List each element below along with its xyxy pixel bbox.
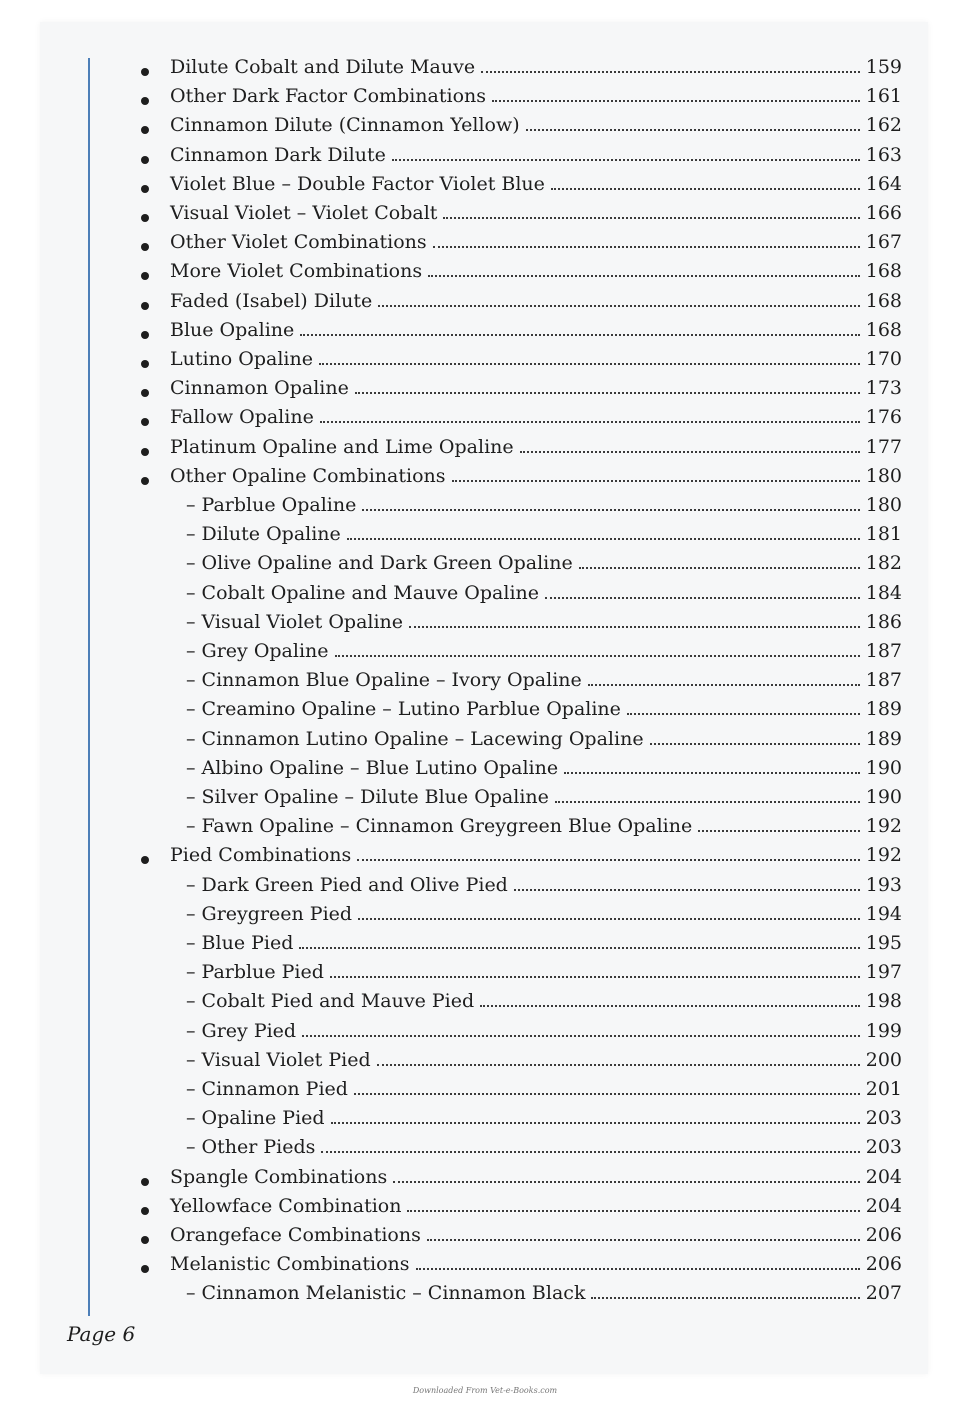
toc-entry-title: – Dilute Opaline bbox=[186, 523, 341, 546]
toc-entry bbox=[170, 1253, 902, 1281]
toc-entry bbox=[186, 523, 902, 551]
toc-entry-title: – Olive Opaline and Dark Green Opaline bbox=[186, 552, 573, 575]
toc-entry-title: Platinum Opaline and Lime Opaline bbox=[170, 435, 514, 458]
bullet-icon bbox=[141, 214, 149, 222]
toc-entry-page: 164 bbox=[865, 172, 902, 195]
toc-entry-page: 187 bbox=[865, 640, 902, 662]
dot-leader bbox=[588, 684, 860, 686]
bullet-icon bbox=[141, 156, 149, 164]
dot-leader bbox=[416, 1268, 861, 1270]
bullet-icon bbox=[141, 360, 149, 368]
toc-entry bbox=[186, 552, 902, 580]
toc-entry-page: 162 bbox=[865, 114, 902, 137]
toc-entry-page: 192 bbox=[865, 844, 902, 867]
page-number: Page 6 bbox=[67, 1322, 136, 1346]
toc-entry-page: 182 bbox=[865, 552, 902, 575]
toc-entry-page: 168 bbox=[865, 318, 902, 341]
dot-leader bbox=[579, 567, 860, 569]
toc-entry bbox=[186, 582, 902, 610]
toc-entry-title: Other Opaline Combinations bbox=[170, 464, 446, 487]
toc-entry-title: – Greygreen Pied bbox=[186, 902, 353, 925]
toc-entry-title: – Visual Violet Pied bbox=[186, 1048, 371, 1071]
dot-leader bbox=[330, 976, 860, 978]
dot-leader bbox=[320, 421, 860, 423]
toc-entry-title: – Creamino Opaline – Lutino Parblue Opaline bbox=[186, 698, 621, 721]
toc-entry bbox=[186, 815, 902, 843]
toc-entry bbox=[170, 114, 902, 142]
toc-entry-title: – Parblue Pied bbox=[186, 961, 324, 984]
bullet-icon bbox=[141, 302, 149, 310]
toc-entry-page: 203 bbox=[865, 1136, 902, 1159]
toc-entry-page: 168 bbox=[865, 289, 902, 312]
toc-entry-title: Blue Opaline bbox=[170, 318, 295, 341]
toc-entry-title: Visual Violet – Violet Cobalt bbox=[170, 202, 438, 224]
dot-leader bbox=[300, 334, 860, 336]
toc-entry bbox=[186, 786, 902, 814]
download-watermark: Downloaded From Vet-e-Books.com bbox=[412, 1386, 558, 1395]
toc-entry-page: 173 bbox=[865, 377, 902, 400]
toc-entry-page: 206 bbox=[865, 1224, 902, 1246]
dot-leader bbox=[443, 217, 860, 219]
toc-entry bbox=[170, 56, 902, 84]
bullet-icon bbox=[141, 68, 149, 76]
toc-entry bbox=[170, 465, 902, 493]
dot-leader bbox=[357, 859, 860, 861]
toc-entry bbox=[186, 669, 902, 697]
toc-entry-page: 163 bbox=[865, 143, 902, 166]
dot-leader bbox=[392, 159, 860, 161]
toc-entry-page: 181 bbox=[865, 523, 902, 546]
toc-entry bbox=[186, 494, 902, 522]
dot-leader bbox=[545, 597, 860, 599]
toc-entry-page: 189 bbox=[865, 727, 902, 750]
dot-leader bbox=[564, 772, 860, 774]
toc-entry bbox=[170, 144, 902, 172]
dot-leader bbox=[335, 655, 860, 657]
toc-entry-title: – Grey Opaline bbox=[186, 640, 329, 662]
dot-leader bbox=[555, 801, 860, 803]
toc-entry-page: 189 bbox=[865, 698, 902, 721]
toc-entry-title: – Visual Violet Opaline bbox=[186, 610, 404, 633]
toc-entry-page: 198 bbox=[865, 990, 902, 1013]
dot-leader bbox=[377, 1064, 860, 1066]
dot-leader bbox=[452, 480, 861, 482]
toc-entry bbox=[170, 436, 902, 464]
dot-leader bbox=[526, 129, 860, 131]
bullet-icon bbox=[141, 185, 149, 193]
toc-entry bbox=[186, 932, 902, 960]
dot-leader bbox=[428, 275, 860, 277]
dot-leader bbox=[514, 889, 860, 891]
toc-entry-title: – Blue Pied bbox=[186, 932, 294, 954]
dot-leader bbox=[650, 743, 860, 745]
toc-entry-title: More Violet Combinations bbox=[170, 260, 423, 283]
dot-leader bbox=[409, 626, 860, 628]
toc-entry-page: 167 bbox=[865, 231, 902, 254]
toc-entry-page: 206 bbox=[865, 1253, 902, 1276]
toc-entry-title: – Cinnamon Lutino Opaline – Lacewing Opaline bbox=[186, 727, 644, 750]
toc-entry bbox=[186, 1136, 902, 1164]
toc-entry bbox=[186, 903, 902, 931]
bullet-icon bbox=[141, 1236, 149, 1244]
dot-leader bbox=[591, 1297, 860, 1299]
toc-entry-page: 161 bbox=[865, 85, 902, 108]
toc-entry-title: Lutino Opaline bbox=[170, 348, 313, 370]
toc-entry-page: 184 bbox=[865, 581, 902, 604]
bullet-icon bbox=[141, 331, 149, 339]
toc-entry-title: Violet Blue – Double Factor Violet Blue bbox=[170, 172, 545, 195]
toc-entry-page: 195 bbox=[865, 932, 902, 954]
toc-entry-title: Other Dark Factor Combinations bbox=[170, 85, 487, 108]
dot-leader bbox=[347, 538, 860, 540]
toc-entry-title: – Albino Opaline – Blue Lutino Opaline bbox=[186, 756, 559, 779]
toc-entry-title: – Dark Green Pied and Olive Pied bbox=[186, 873, 508, 896]
toc-entry bbox=[186, 640, 902, 668]
toc-entry bbox=[170, 1195, 902, 1223]
dot-leader bbox=[355, 392, 860, 394]
dot-leader bbox=[480, 1005, 860, 1007]
toc-entry bbox=[170, 290, 902, 318]
toc-entry-title: Melanistic Combinations bbox=[170, 1253, 410, 1276]
toc-entry-title: Yellowface Combination bbox=[170, 1194, 402, 1217]
bullet-icon bbox=[141, 1207, 149, 1215]
toc-entry bbox=[170, 377, 902, 405]
dot-leader bbox=[362, 509, 860, 511]
toc-entry-page: 201 bbox=[865, 1078, 902, 1100]
dot-leader bbox=[302, 1035, 860, 1037]
toc-entry-page: 190 bbox=[865, 756, 902, 779]
toc-entry bbox=[170, 319, 902, 347]
toc-entry bbox=[170, 260, 902, 288]
dot-leader bbox=[407, 1210, 860, 1212]
toc-entry bbox=[186, 1020, 902, 1048]
toc-entry bbox=[170, 406, 902, 434]
toc-entry-title: Dilute Cobalt and Dilute Mauve bbox=[170, 56, 476, 78]
dot-leader bbox=[433, 246, 860, 248]
toc-entry-page: 197 bbox=[865, 961, 902, 984]
toc-entry-title: – Opaline Pied bbox=[186, 1107, 325, 1130]
toc-entry-title: Cinnamon Dilute (Cinnamon Yellow) bbox=[170, 114, 520, 137]
toc-entry-page: 199 bbox=[865, 1019, 902, 1042]
toc-entry bbox=[186, 1107, 902, 1135]
toc-entry bbox=[170, 348, 902, 376]
toc-entry bbox=[186, 1078, 902, 1106]
toc-entry-title: – Other Pieds bbox=[186, 1136, 316, 1159]
dot-leader bbox=[321, 1151, 860, 1153]
toc-entry bbox=[186, 728, 902, 756]
toc-entry-page: 190 bbox=[865, 786, 902, 808]
toc-entry bbox=[170, 85, 902, 113]
toc-entry-page: 159 bbox=[865, 56, 902, 78]
toc-entry-page: 180 bbox=[865, 464, 902, 487]
toc-entry-page: 200 bbox=[865, 1048, 902, 1071]
toc-entry bbox=[170, 1166, 902, 1194]
toc-entry bbox=[170, 202, 902, 230]
toc-entry bbox=[170, 1224, 902, 1252]
toc-entry-page: 192 bbox=[865, 815, 902, 838]
toc-entry bbox=[186, 611, 902, 639]
dot-leader bbox=[481, 71, 860, 73]
toc-entry-page: 187 bbox=[865, 669, 902, 692]
toc-entry-page: 207 bbox=[865, 1282, 902, 1305]
dot-leader bbox=[551, 188, 860, 190]
toc-entry bbox=[170, 844, 902, 872]
toc-entry-title: Other Violet Combinations bbox=[170, 231, 427, 254]
toc-entry-page: 168 bbox=[865, 260, 902, 283]
toc-entry-title: Pied Combinations bbox=[170, 844, 352, 867]
dot-leader bbox=[627, 713, 860, 715]
toc-entry-title: Cinnamon Dark Dilute bbox=[170, 143, 386, 166]
toc-entry-page: 204 bbox=[865, 1165, 902, 1188]
toc-entry-title: – Cinnamon Pied bbox=[186, 1078, 348, 1100]
toc-entry-page: 203 bbox=[865, 1107, 902, 1130]
toc-entry-title: Faded (Isabel) Dilute bbox=[170, 289, 373, 312]
toc-entry-title: – Fawn Opaline – Cinnamon Greygreen Blue Opaline bbox=[186, 815, 693, 838]
toc-entry-title: – Grey Pied bbox=[186, 1019, 297, 1042]
toc-entry-page: 170 bbox=[865, 348, 902, 370]
toc-entry bbox=[186, 961, 902, 989]
toc-entry-page: 166 bbox=[865, 202, 902, 224]
toc-entry bbox=[170, 231, 902, 259]
toc-entry-title: Spangle Combinations bbox=[170, 1165, 388, 1188]
dot-leader bbox=[698, 830, 860, 832]
toc-entry-title: Fallow Opaline bbox=[170, 406, 314, 429]
toc-entry-page: 194 bbox=[865, 902, 902, 925]
toc-entry-page: 204 bbox=[865, 1194, 902, 1217]
bullet-icon bbox=[141, 1178, 149, 1186]
toc-entry-title: – Cobalt Opaline and Mauve Opaline bbox=[186, 581, 540, 604]
dot-leader bbox=[299, 947, 860, 949]
dot-leader bbox=[331, 1122, 860, 1124]
toc-entry-title: Cinnamon Opaline bbox=[170, 377, 349, 400]
toc-entry-title: – Silver Opaline – Dilute Blue Opaline bbox=[186, 786, 549, 808]
dot-leader bbox=[520, 451, 860, 453]
dot-leader bbox=[358, 918, 860, 920]
toc-entry-page: 176 bbox=[865, 406, 902, 429]
toc-entry-title: – Cobalt Pied and Mauve Pied bbox=[186, 990, 475, 1013]
toc-entry-title: – Cinnamon Blue Opaline – Ivory Opaline bbox=[186, 669, 582, 692]
toc-entry bbox=[186, 990, 902, 1018]
toc-entry bbox=[186, 874, 902, 902]
dot-leader bbox=[354, 1093, 860, 1095]
toc-entry bbox=[186, 698, 902, 726]
toc-entry-page: 186 bbox=[865, 610, 902, 633]
toc-entry-page: 180 bbox=[865, 494, 902, 516]
toc-entry bbox=[186, 1049, 902, 1077]
toc-entry-page: 193 bbox=[865, 873, 902, 896]
bullet-icon bbox=[141, 477, 149, 485]
toc-entry bbox=[186, 1282, 902, 1310]
toc-entry-title: – Parblue Opaline bbox=[186, 494, 357, 516]
margin-rule bbox=[88, 58, 90, 1316]
dot-leader bbox=[492, 100, 860, 102]
bullet-icon bbox=[141, 448, 149, 456]
dot-leader bbox=[378, 305, 860, 307]
toc-entry bbox=[186, 757, 902, 785]
toc-entry-title: Orangeface Combinations bbox=[170, 1224, 421, 1246]
dot-leader bbox=[427, 1239, 860, 1241]
dot-leader bbox=[393, 1181, 860, 1183]
toc-entry-page: 177 bbox=[865, 435, 902, 458]
toc-entry bbox=[170, 173, 902, 201]
toc-entry-title: – Cinnamon Melanistic – Cinnamon Black bbox=[186, 1282, 586, 1305]
dot-leader bbox=[319, 363, 860, 365]
